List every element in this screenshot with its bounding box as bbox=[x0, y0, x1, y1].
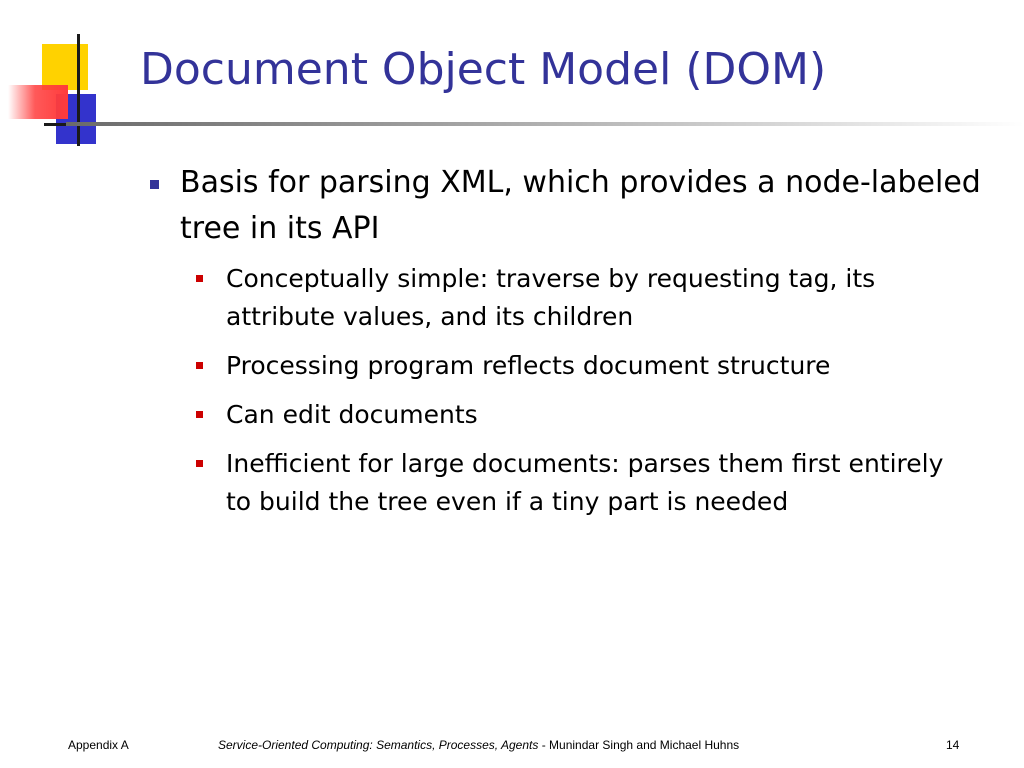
footer-appendix-label: Appendix A bbox=[68, 738, 129, 752]
logo-yellow-square bbox=[42, 44, 88, 90]
square-bullet-icon bbox=[196, 362, 203, 369]
square-bullet-icon bbox=[196, 460, 203, 467]
logo-vertical-line bbox=[77, 34, 80, 146]
sub-bullet bbox=[150, 445, 946, 521]
sub-bullet-list bbox=[150, 260, 1010, 521]
sub-bullet bbox=[150, 396, 946, 434]
sub-bullet-text: Can edit documents bbox=[226, 400, 478, 429]
sub-bullet-text: Inefficient for large documents: parses them first entirely to build the tree even if a tiny part is needed bbox=[226, 449, 944, 516]
sub-bullet-text: Conceptually simple: traverse by requesting tag, its attribute values, and its children bbox=[226, 264, 876, 331]
bullet-level1-text: Basis for parsing XML, which provides a node-labeled tree in its API bbox=[180, 165, 981, 246]
logo-red-bar bbox=[8, 85, 68, 119]
title-divider bbox=[66, 122, 1024, 126]
slide-title: Document Object Model (DOM) bbox=[140, 44, 827, 95]
sub-bullet-text: Processing program reflects document structure bbox=[226, 351, 831, 380]
sub-bullet bbox=[150, 260, 946, 336]
square-bullet-icon bbox=[196, 411, 203, 418]
page-number: 14 bbox=[946, 738, 960, 752]
footer-citation bbox=[218, 738, 739, 752]
square-bullet-icon bbox=[150, 180, 159, 189]
square-bullet-icon bbox=[196, 275, 203, 282]
slide-content bbox=[150, 160, 1010, 532]
footer-book-title: Service-Oriented Computing: Semantics, Processes, Agents bbox=[218, 738, 539, 752]
logo-graphic bbox=[0, 0, 160, 160]
sub-bullet bbox=[150, 347, 946, 385]
bullet-level1 bbox=[150, 160, 1020, 252]
footer-authors: - Munindar Singh and Michael Huhns bbox=[538, 738, 740, 752]
